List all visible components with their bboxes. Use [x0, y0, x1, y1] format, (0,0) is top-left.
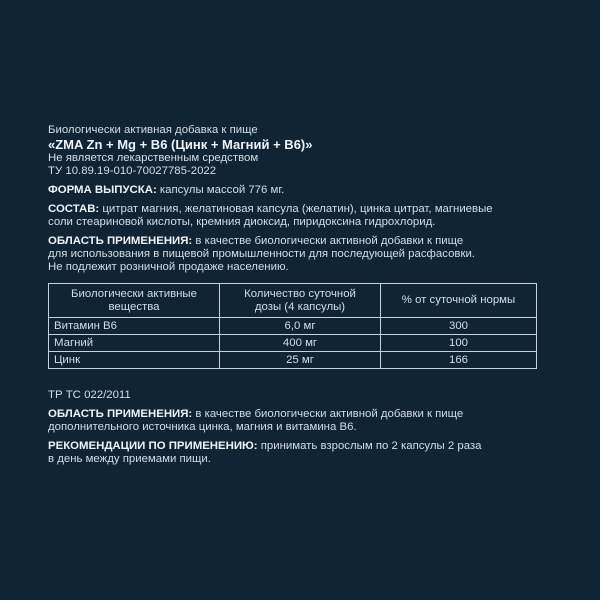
header-daily-dose	[220, 284, 381, 318]
table-header-row	[49, 284, 537, 318]
row-percent: 300	[381, 318, 537, 335]
header-percent-line-1: % от суточной нормы	[401, 294, 516, 306]
recommendations-line-1: принимать взрослым по 2 капсулы 2 раза	[257, 440, 482, 452]
recommendations-line-2: в день между приемами пищи.	[48, 453, 211, 465]
form-section	[48, 184, 558, 197]
row-dose: 25 мг	[220, 352, 381, 369]
row-name: Витамин B6	[49, 318, 220, 335]
application-label-1: ОБЛАСТЬ ПРИМЕНЕНИЯ:	[48, 235, 193, 247]
row-name: Магний	[49, 335, 220, 352]
header-daily-dose-line-2: дозы (4 капсулы)	[254, 300, 346, 313]
header-daily-dose-line-1: Количество суточной	[244, 287, 356, 300]
form-text: капсулы массой 776 мг.	[156, 184, 285, 196]
recommendations-label: РЕКОМЕНДАЦИИ ПО ПРИМЕНЕНИЮ:	[48, 440, 258, 452]
composition-label: СОСТАВ:	[48, 203, 100, 215]
application-1-line-3: Не подлежит розничной продаже населению.	[48, 261, 289, 273]
application-1-line-2: для использования в пищевой промышленности для последующей расфасовки.	[48, 248, 475, 260]
row-percent: 100	[381, 335, 537, 352]
recommendations-section	[48, 440, 558, 466]
disclaimer-text: Не является лекарственным средством	[48, 152, 259, 164]
table-row	[49, 352, 537, 369]
header-substances	[49, 284, 220, 318]
application-section-2	[48, 408, 558, 434]
product-title: «ZMA Zn + Mg + B6 (Цинк + Магний + B6)»	[48, 137, 313, 152]
table-row	[49, 335, 537, 352]
tu-code: ТУ 10.89.19-010-70027785-2022	[48, 165, 217, 177]
row-dose: 400 мг	[220, 335, 381, 352]
category-text: Биологически активная добавка к пище	[48, 124, 258, 136]
row-percent: 166	[381, 352, 537, 369]
composition-section	[48, 203, 558, 229]
application-2-line-2: дополнительного источника цинка, магния и витамина В6.	[48, 421, 357, 433]
composition-line-1: цитрат магния, желатиновая капсула (желатин), цинка цитрат, магниевые	[99, 203, 493, 215]
header-substances-line-1: Биологически активные	[71, 287, 197, 300]
application-1-line-1: в качестве биологически активной добавки к пище	[192, 235, 464, 247]
row-dose: 6,0 мг	[220, 318, 381, 335]
header-percent	[381, 284, 537, 318]
composition-line-2: соли стеариновой кислоты, кремния диоксид, пиридоксина гидрохлорид.	[48, 216, 436, 228]
row-name: Цинк	[49, 352, 220, 369]
application-2-line-1: в качестве биологически активной добавки к пище	[192, 408, 464, 420]
application-label-2: ОБЛАСТЬ ПРИМЕНЕНИЯ:	[48, 408, 193, 420]
label-content	[48, 124, 558, 466]
form-label: ФОРМА ВЫПУСКА:	[48, 184, 157, 196]
table-row	[49, 318, 537, 335]
application-section-1	[48, 235, 558, 274]
header-substances-line-2: вещества	[108, 300, 160, 313]
nutrition-table	[48, 283, 537, 369]
tr-ts-standard: ТР ТС 022/2011	[48, 389, 131, 401]
